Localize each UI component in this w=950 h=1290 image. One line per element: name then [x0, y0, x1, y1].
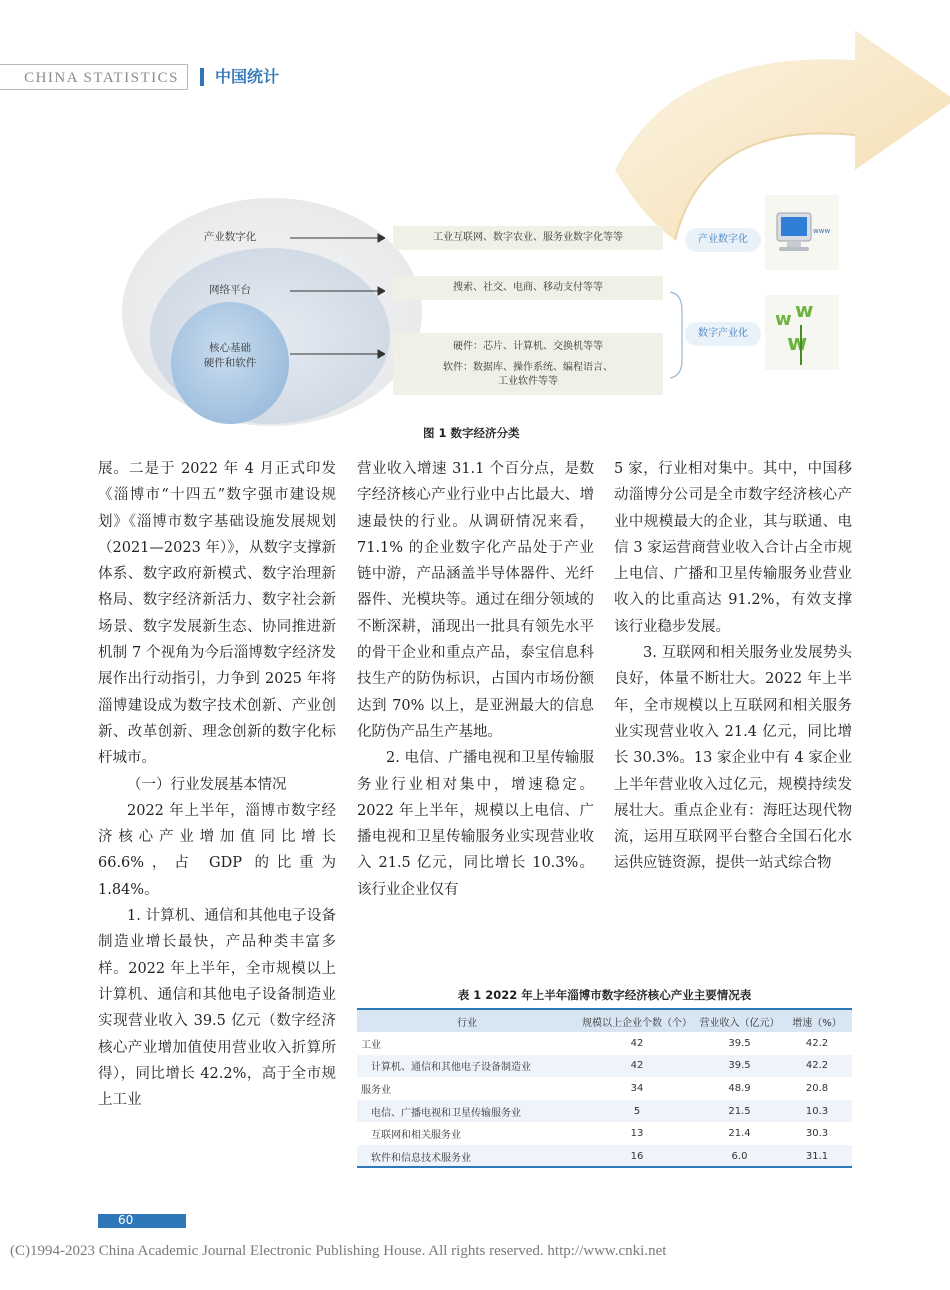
paragraph: 2022 年上半年，淄博市数字经济核心产业增加值同比增长 66.6%，占 GDP 的比重为 1.84%。: [98, 802, 336, 898]
pill-digital-industrialization: 数字产业化: [685, 322, 761, 346]
table-row: [357, 1032, 852, 1055]
figure-caption: 图 1 数字经济分类: [423, 426, 520, 440]
section-heading: （一）行业发展基本情况: [127, 776, 287, 793]
cell-count: 42: [577, 1055, 697, 1078]
column-header: 增速（%）: [782, 1010, 852, 1032]
svg-text:w: w: [775, 309, 792, 330]
text-column-1: [98, 456, 336, 1113]
paragraph: 营业收入增速 31.1 个百分点，是数字经济核心产业行业中占比最大、增速最快的行业。从调研情况来看，71.1% 的企业数字化产品处于产业链中游，产品涵盖半导体器件、光纤器件、光模块等。通过在细分领域的不断深耕，涌现出一批具有领先水平的骨干企业和重点产品，泰宝信息科技生产的防伪标识，占国内市场份额达到 70% 以上，是亚洲最大的信息化防伪产品生产基地。: [357, 461, 594, 740]
cell-revenue: 39.5: [697, 1055, 782, 1078]
cell-revenue: 48.9: [728, 1082, 751, 1094]
label-hardware-software: 硬件和软件: [203, 357, 257, 369]
cell-revenue: 21.4: [728, 1128, 751, 1140]
paragraph: 2. 电信、广播电视和卫星传输服务业行业相对集中，增速稳定。2022 年上半年，规模以上电信、广播电视和卫星传输服务业实现营业收入 21.5 亿元，同比增长 10.3%。该行业企业仅有: [357, 750, 594, 898]
text-column-2: [357, 456, 594, 903]
label-core-foundation: 核心基础: [209, 342, 251, 354]
table-row: [357, 1055, 852, 1078]
column-header: 规模以上企业个数（个）: [577, 1010, 697, 1032]
box-search-social: 搜索、社交、电商、移动支付等等: [393, 276, 663, 300]
box-industrial-internet: 工业互联网、数字农业、服务业数字化等等: [393, 226, 663, 250]
cell-count: 16: [577, 1145, 697, 1168]
svg-text:www: www: [813, 227, 831, 235]
box-software-line2: 工业软件等等: [498, 376, 558, 387]
cell-growth: 10.3: [782, 1100, 852, 1123]
computer-icon: [765, 195, 839, 270]
paragraph: 3. 互联网和相关服务业发展势头良好，体量不断壮大。2022 年上半年，全市规模以上互联网和相关服务业实现营业收入 21.4 亿元，同比增长 30.3%。13 家企业中有 4 家企业上半年营业收入过亿元，规模持续发展壮大。重点企业有：海旺达现代物流，运用互联网平台整合全国石化水运供应链资源，提供一站式综合物: [614, 645, 852, 872]
table-row: [357, 1145, 852, 1168]
cell-industry: 电信、广播电视和卫星传输服务业: [357, 1100, 577, 1123]
paragraph: 展。二是于 2022 年 4 月正式印发《淄博市“十四五”数字强市建设规划》《淄博市数字基础设施发展规划（2021—2023 年）》，从数字支撑新体系、数字政府新模式、数字治理新格局、数字经济新活力、数字社会新场景、数字发展新生态、协同推进新机制 7 个视角为今后淄博数字经济发展作出行动指引，力争到 2025 年将淄博建设成为数字技术创新、产业创新、改革创新、理念创新的数字化标杆城市。: [98, 461, 336, 767]
cell-industry: 互联网和相关服务业: [371, 1130, 461, 1142]
column-header: 行业: [357, 1010, 577, 1032]
copyright-line: (C)1994-2023 China Academic Journal Electronic Publishing House. All rights reserved. http://www.cnki.net: [10, 1243, 667, 1259]
cell-count: 42: [630, 1037, 644, 1049]
box-hardware-line: 硬件：芯片、计算机、交换机等等: [453, 341, 603, 352]
diagram-arrows: [290, 225, 385, 375]
table-row: [357, 1077, 852, 1100]
cell-count: 34: [630, 1082, 644, 1094]
www-plant-icon: [765, 295, 839, 370]
cell-growth: 42.2: [805, 1037, 829, 1049]
cell-growth: 42.2: [782, 1055, 852, 1078]
table-row: [357, 1100, 852, 1123]
cell-count: 13: [630, 1128, 644, 1140]
cell-growth: 30.3: [805, 1128, 829, 1140]
label-industry-digitization: 产业数字化: [203, 231, 257, 243]
journal-name-en: CHINA STATISTICS: [0, 64, 188, 90]
cell-industry: 软件和信息技术服务业: [357, 1145, 577, 1168]
pill-industry-digitization: 产业数字化: [685, 228, 761, 252]
paragraph: 5 家，行业相对集中。其中，中国移动淄博分公司是全市数字经济核心产业中规模最大的企业，其与联通、电信 3 家运营商营业收入合计占全市规上电信、广播和卫星传输服务业营业收入的比重高达 91.2%，有效支撑该行业稳步发展。: [614, 461, 852, 635]
cell-industry: 工业: [361, 1039, 381, 1051]
box-software-line1: 软件：数据库、操作系统、编程语言、: [443, 362, 613, 373]
paragraph: 1. 计算机、通信和其他电子设备制造业增长最快，产品种类丰富多样。2022 年上半年，全市规模以上计算机、通信和其他电子设备制造业实现营业收入 39.5 亿元（数字经济核心产业增加值使用营业收入折算所得），同比增长 42.2%，高于全市规上工业: [98, 908, 336, 1109]
cell-count: 5: [577, 1100, 697, 1123]
cell-industry: 服务业: [361, 1084, 391, 1096]
table-row: [357, 1122, 852, 1145]
column-header: 营业收入（亿元）: [697, 1010, 782, 1032]
cell-revenue: 21.5: [697, 1100, 782, 1123]
svg-text:w: w: [787, 331, 808, 356]
text-column-3: [614, 456, 852, 877]
page-number-tab: [98, 1214, 186, 1228]
cell-growth: 20.8: [805, 1082, 829, 1094]
cell-revenue: 39.5: [728, 1037, 751, 1049]
page-number: 60: [118, 1213, 134, 1227]
svg-text:w: w: [795, 298, 814, 322]
label-network-platform: 网络平台: [209, 284, 251, 296]
curved-arrow-graphic: [555, 20, 950, 320]
cell-revenue: 6.0: [697, 1145, 782, 1168]
cell-growth: 31.1: [782, 1145, 852, 1168]
data-table: [357, 1010, 852, 1168]
box-hardware-software: [393, 333, 663, 395]
cell-industry: 计算机、通信和其他电子设备制造业: [357, 1055, 577, 1078]
header-accent-bar: [200, 68, 204, 86]
table-bottom-rule: [357, 1166, 852, 1168]
table-caption: 表 1 2022 年上半年淄博市数字经济核心产业主要情况表: [457, 988, 752, 1002]
journal-name-cn: 中国统计: [215, 67, 280, 86]
